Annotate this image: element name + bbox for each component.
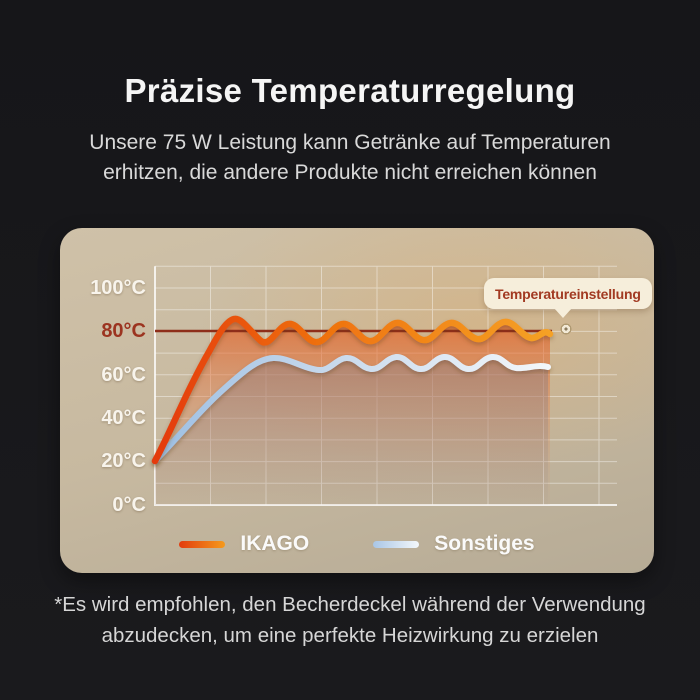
y-axis-label-80-highlighted: 80°C	[101, 320, 146, 342]
legend-label-sonstiges: Sonstiges	[434, 532, 535, 555]
ikago-line-swatch	[179, 541, 225, 548]
legend-item-ikago	[179, 532, 309, 556]
sonstiges-line-swatch	[373, 541, 419, 548]
subtitle-line-1: Unsere 75 W Leistung kann Getränke auf Temperaturen	[89, 131, 611, 154]
footnote-line-2: abzudecken, um eine perfekte Heizwirkung zu erzielen	[101, 624, 599, 647]
page-title: Präzise Temperaturregelung	[124, 72, 576, 109]
y-axis-label-100: 100°C	[90, 277, 146, 299]
y-axis-label-40: 40°C	[101, 407, 146, 429]
y-axis-label-20: 20°C	[101, 450, 146, 472]
temperature-setting-callout: Temperatureinstellung	[484, 278, 652, 309]
y-axis-label-0: 0°C	[112, 494, 146, 516]
page-subtitle	[0, 128, 700, 188]
target-point-marker	[560, 323, 572, 335]
legend-item-sonstiges	[373, 532, 534, 556]
temperature-chart-card	[60, 228, 654, 573]
legend-label-ikago: IKAGO	[240, 532, 310, 555]
footnote-line-1: *Es wird empfohlen, den Becherdeckel während der Verwendung	[54, 593, 646, 616]
y-axis-label-60: 60°C	[101, 364, 146, 386]
chart-legend	[60, 532, 654, 556]
footnote	[0, 589, 700, 651]
subtitle-line-2: erhitzen, die andere Produkte nicht erreichen können	[103, 161, 597, 184]
